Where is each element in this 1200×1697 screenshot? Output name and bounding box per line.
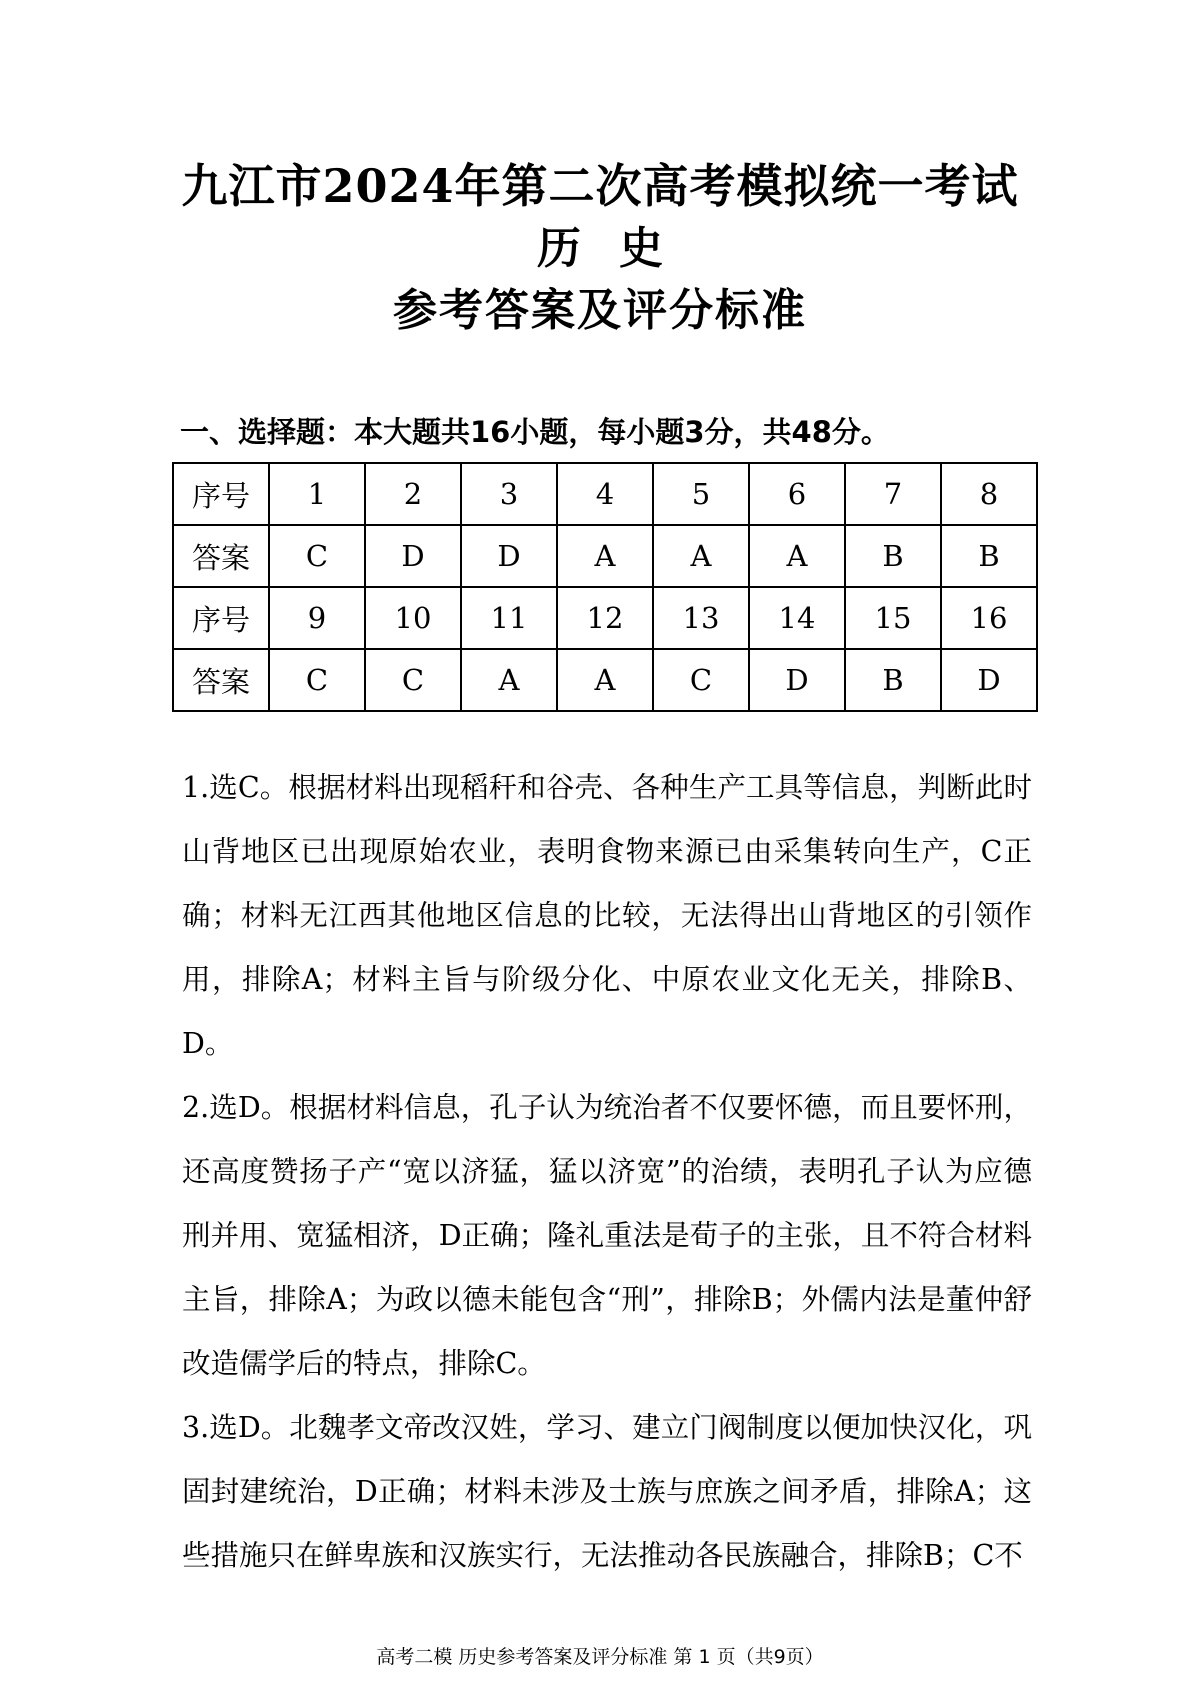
row-label: 答案: [173, 525, 269, 587]
row-label: 序号: [173, 587, 269, 649]
answer-cell: B: [941, 525, 1037, 587]
explanation-paragraph: 3.选D。北魏孝文帝改汉姓，学习、建立门阀制度以便加快汉化，巩固封建统治，D正确；材料未涉及士族与庶族之间矛盾，排除A；这些措施只在鲜卑族和汉族实行，无法推动各民族融合，排除B；C不: [182, 1411, 1032, 1572]
answer-key-title: 参考答案及评分标准: [393, 285, 807, 336]
question-number-cell: 9: [269, 587, 365, 649]
section-heading: 一、选择题：本大题共16小题，每小题3分，共48分。: [180, 415, 890, 449]
question-number-cell: 5: [653, 463, 749, 525]
subject-title: 历史: [537, 223, 701, 274]
answer-cell: D: [365, 525, 461, 587]
answer-cell: D: [461, 525, 557, 587]
question-number-cell: 16: [941, 587, 1037, 649]
question-number-cell: 6: [749, 463, 845, 525]
answer-cell: C: [365, 649, 461, 711]
answer-cell: C: [653, 649, 749, 711]
question-number-cell: 14: [749, 587, 845, 649]
answer-cell: D: [749, 649, 845, 711]
answer-cell: A: [749, 525, 845, 587]
answer-cell: D: [941, 649, 1037, 711]
explanation-paragraph: 2.选D。根据材料信息，孔子认为统治者不仅要怀德，而且要怀刑，还高度赞扬子产“宽以济猛，猛以济宽”的治绩，表明孔子认为应德刑并用、宽猛相济，D正确；隆礼重法是荀子的主张，且不符合材料主旨，排除A；为政以德未能包含“刑”，排除B；外儒内法是董仲舒改造儒学后的特点，排除C。: [182, 1091, 1032, 1380]
answer-cell: B: [845, 649, 941, 711]
question-number-cell: 2: [365, 463, 461, 525]
answer-cell: A: [653, 525, 749, 587]
answer-cell: A: [557, 649, 653, 711]
page-footer: 高考二模 历史参考答案及评分标准 第 1 页（共9页）: [376, 1646, 824, 1668]
row-label: 序号: [173, 463, 269, 525]
table-row: [173, 587, 1037, 649]
table-row: [173, 463, 1037, 525]
exam-title: 九江市2024年第二次高考模拟统一考试: [181, 159, 1019, 213]
explanations: [182, 756, 1032, 1588]
row-label: 答案: [173, 649, 269, 711]
answer-cell: C: [269, 525, 365, 587]
answer-cell: A: [461, 649, 557, 711]
question-number-cell: 12: [557, 587, 653, 649]
question-number-cell: 10: [365, 587, 461, 649]
question-number-cell: 11: [461, 587, 557, 649]
explanation-paragraph: 1.选C。根据材料出现稻秆和谷壳、各种生产工具等信息，判断此时山背地区已出现原始农业，表明食物来源已由采集转向生产，C正确；材料无江西其他地区信息的比较，无法得出山背地区的引领作用，排除A；材料主旨与阶级分化、中原农业文化无关，排除B、D。: [182, 771, 1032, 1060]
answer-table: [172, 462, 1038, 712]
question-number-cell: 8: [941, 463, 1037, 525]
answer-cell: C: [269, 649, 365, 711]
answer-cell: B: [845, 525, 941, 587]
answer-cell: A: [557, 525, 653, 587]
question-number-cell: 4: [557, 463, 653, 525]
table-row: [173, 649, 1037, 711]
question-number-cell: 15: [845, 587, 941, 649]
table-row: [173, 525, 1037, 587]
question-number-cell: 7: [845, 463, 941, 525]
question-number-cell: 13: [653, 587, 749, 649]
question-number-cell: 3: [461, 463, 557, 525]
question-number-cell: 1: [269, 463, 365, 525]
